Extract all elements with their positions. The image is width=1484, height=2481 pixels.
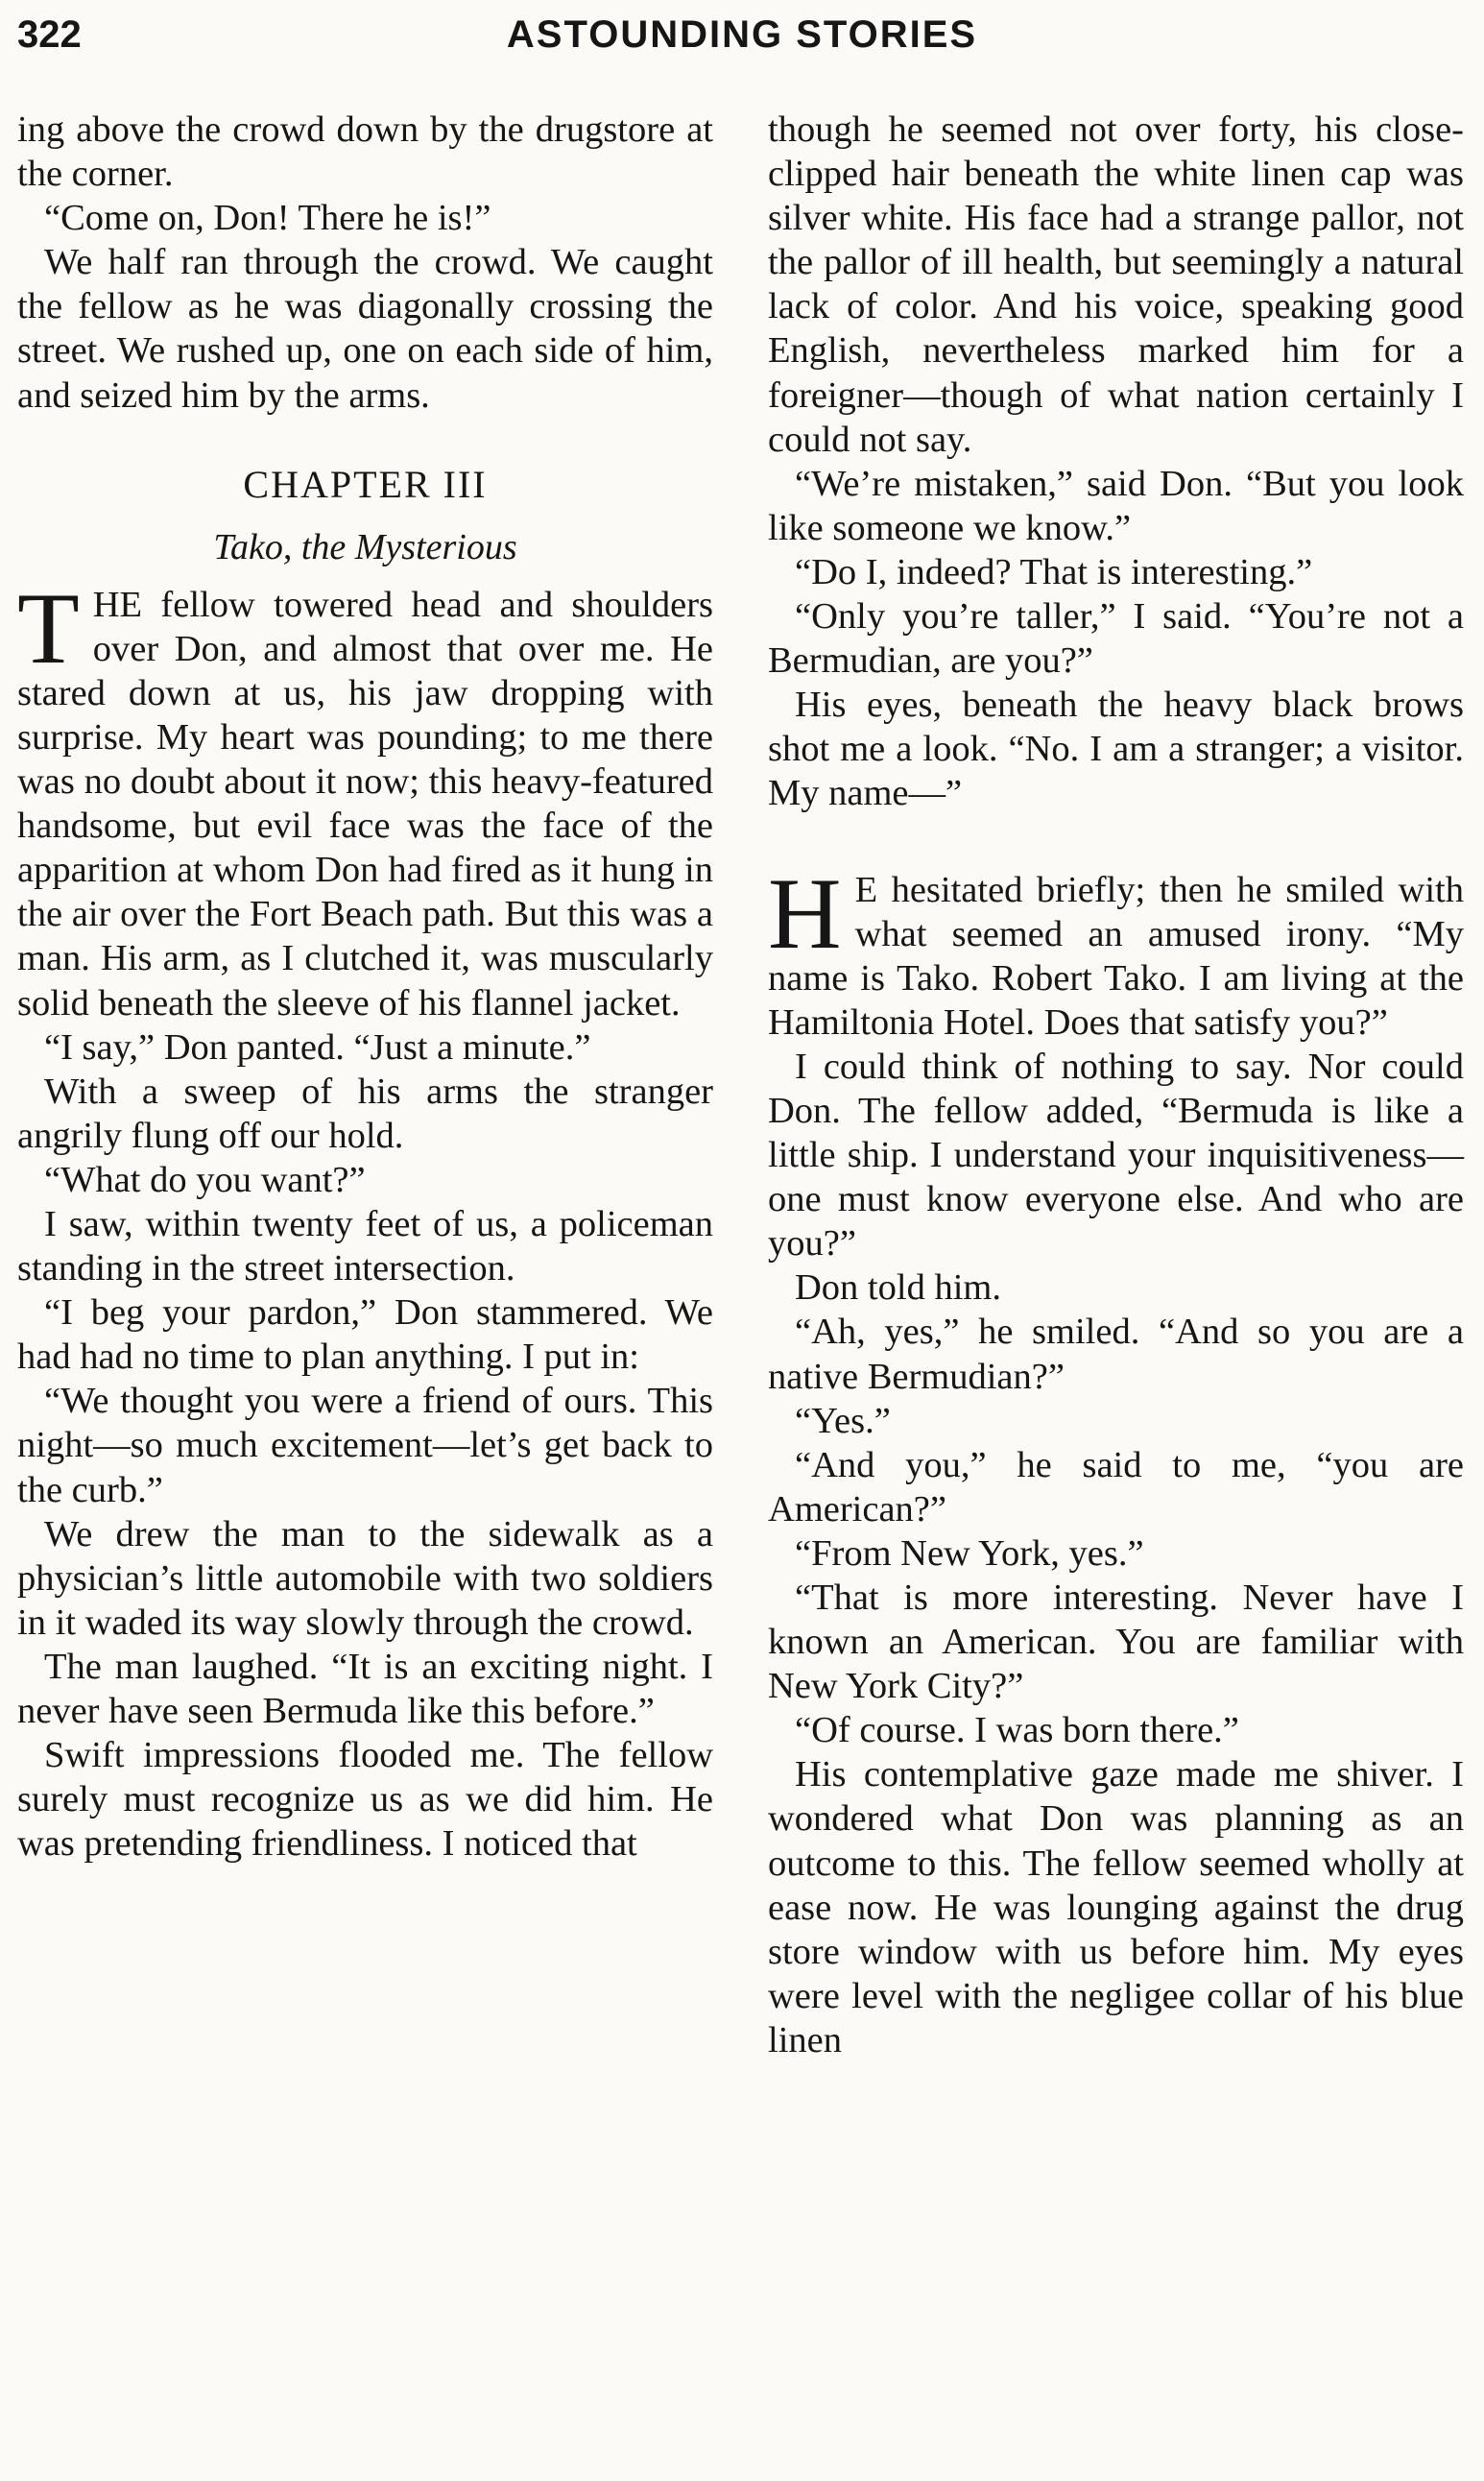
paragraph: I could think of nothing to say. Nor could Don. The fellow added, “Bermuda is like a little ship. I understand your inquisitiveness—one must know everyone else. And who are you?” bbox=[768, 1046, 1464, 1265]
running-head: ASTOUNDING STORIES bbox=[506, 13, 978, 56]
chapter-subtitle: Tako, the Mysterious bbox=[213, 526, 517, 567]
paragraph: Don told him. bbox=[795, 1267, 1001, 1309]
paragraph: “From New York, yes.” bbox=[795, 1532, 1144, 1574]
paragraph: We drew the man to the sidewalk as a physician’s little automobile with two soldiers in it waded its way slowly through the crowd. bbox=[17, 1513, 713, 1643]
paragraph: “What do you want?” bbox=[44, 1159, 366, 1200]
paragraph: though he seemed not over forty, his close-clipped hair beneath the white linen cap was silver white. His face had a strange pallor, not the pallor of ill health, but seemingly a natural lack of color. And his voice, speaking good English, nevertheless marked him for a foreigner—though of what nation certainly I could not say. bbox=[768, 109, 1464, 460]
paragraph: His eyes, beneath the heavy black brows shot me a look. “No. I am a stranger; a visitor. My name—” bbox=[768, 685, 1464, 814]
page-header bbox=[17, 8, 1467, 61]
paragraph-text: E hesitated briefly; then he smiled with what seemed an amused irony. “My name is Tako. Robert Tako. I am living at the Hamiltonia Hotel. Does that satisfy you?” bbox=[768, 869, 1464, 1043]
paragraph: “Of course. I was born there.” bbox=[795, 1710, 1239, 1751]
right-column bbox=[768, 108, 1464, 2062]
paragraph: ing above the crowd down by the drugstore at the corner. bbox=[17, 109, 713, 195]
paragraph: “Yes.” bbox=[795, 1400, 891, 1441]
paragraph: His contemplative gaze made me shiver. I wondered what Don was planning as an outcome to this. The fellow seemed wholly at ease now. He was lounging against the drug store window with us before him. My eyes were level with the negligee collar of his blue linen bbox=[768, 1754, 1464, 2060]
paragraph: We half ran through the crowd. We caught the fellow as he was diagonally crossing the street. We rushed up, one on each side of him, and seized him by the arms. bbox=[17, 242, 713, 416]
paragraph bbox=[17, 571, 713, 1025]
paragraph: “We thought you were a friend of ours. This night—so much excitement—let’s get back to the curb.” bbox=[17, 1381, 713, 1510]
drop-cap: T bbox=[17, 571, 80, 685]
paragraph: With a sweep of his arms the stranger angrily flung off our hold. bbox=[17, 1071, 713, 1156]
paragraph: “I beg your pardon,” Don stammered. We had had no time to plan anything. I put in: bbox=[17, 1292, 713, 1378]
paragraph: “That is more interesting. Never have I known an American. You are familiar with New York City?” bbox=[768, 1578, 1464, 1707]
paragraph: Swift impressions flooded me. The fellow surely must recognize us as we did him. He was pretending friendliness. I noticed that bbox=[17, 1735, 713, 1865]
paragraph: “Come on, Don! There he is!” bbox=[44, 198, 491, 239]
paragraph: “And you,” he said to me, “you are American?” bbox=[768, 1444, 1464, 1530]
paragraph: The man laughed. “It is an exciting night. I never have seen Bermuda like this before.” bbox=[17, 1646, 713, 1731]
paragraph: I saw, within twenty feet of us, a policeman standing in the street intersection. bbox=[17, 1203, 713, 1289]
left-column bbox=[17, 108, 713, 1866]
paragraph: “I say,” Don panted. “Just a minute.” bbox=[44, 1026, 591, 1068]
paragraph-text: HE fellow towered head and shoulders over Don, and almost that over me. He stared down at us, his jaw dropping with surprise. My heart was pounding; to me there was no doubt about it now; this heavy-featured handsome, but evil face was the face of the apparition at whom Don had fired as it hung in the air over the Fort Beach path. But this was a man. His arm, as I clutched it, was muscularly solid beneath the sleeve of his flannel jacket. bbox=[17, 584, 713, 1024]
page-number: 322 bbox=[17, 13, 82, 56]
section-break bbox=[768, 816, 1464, 868]
drop-cap: H bbox=[768, 856, 842, 970]
chapter-title: CHAPTER III bbox=[243, 462, 488, 506]
paragraph: “We’re mistaken,” said Don. “But you look like someone we know.” bbox=[768, 463, 1464, 548]
paragraph bbox=[768, 856, 1464, 1045]
paragraph: “Ah, yes,” he smiled. “And so you are a native Bermudian?” bbox=[768, 1312, 1464, 1397]
paragraph: “Only you’re taller,” I said. “You’re not a Bermudian, are you?” bbox=[768, 596, 1464, 682]
paragraph: “Do I, indeed? That is interesting.” bbox=[795, 551, 1313, 592]
